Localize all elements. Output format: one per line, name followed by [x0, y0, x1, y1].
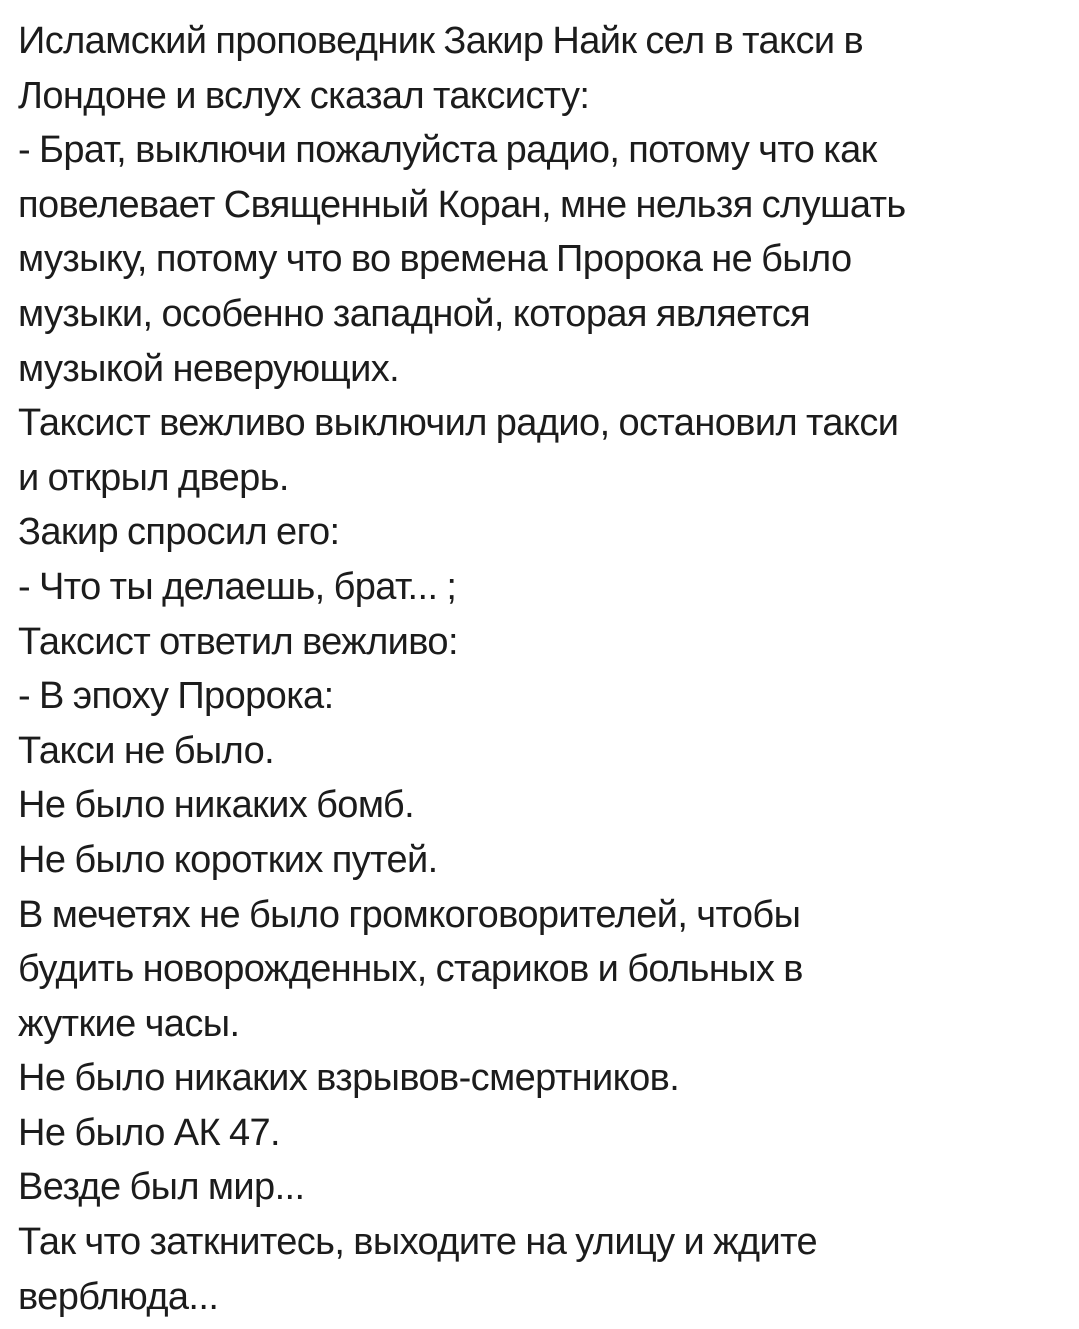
text-line: Везде был мир... — [18, 1166, 305, 1209]
text-line: музыки, особенно западной, которая является — [18, 292, 811, 335]
text-line: Не было никаких бомб. — [18, 784, 415, 827]
text-line: Таксист ответил вежливо: — [18, 620, 458, 663]
text-line: верблюда... — [18, 1275, 219, 1318]
text-line: Не было никаких взрывов-смертников. — [18, 1057, 680, 1100]
text-line: Такси не было. — [18, 729, 275, 772]
text-line: - Что ты делаешь, брат... ; — [18, 565, 457, 608]
text-line: - В эпоху Пророка: — [18, 675, 334, 718]
text-line: музыку, потому что во времена Пророка не было — [18, 238, 852, 281]
text-line: Не было АК 47. — [18, 1111, 280, 1154]
text-line: Таксист вежливо выключил радио, остановил такси — [18, 402, 899, 445]
text-line: жуткие часы. — [18, 1002, 240, 1045]
text-line: Исламский проповедник Закир Найк сел в такси в — [18, 20, 864, 62]
text-line: повелевает Священный Коран, мне нельзя слушать — [18, 183, 906, 226]
text-line: Закир спросил его: — [18, 511, 340, 554]
text-line: - Брат, выключи пожалуйста радио, потому что как — [18, 129, 877, 172]
text-line: Не было коротких путей. — [18, 838, 438, 881]
text-line: будить новорожденных, стариков и больных в — [18, 948, 803, 991]
text-line: В мечетях не было громкоговорителей, чтобы — [18, 893, 801, 936]
post-text — [18, 14, 1068, 1324]
text-line: Лондоне и вслух сказал таксисту: — [18, 74, 590, 117]
text-line: и открыл дверь. — [18, 456, 289, 499]
text-line: музыкой неверующих. — [18, 347, 400, 390]
text-line: Так что заткнитесь, выходите на улицу и ждите — [18, 1221, 817, 1264]
